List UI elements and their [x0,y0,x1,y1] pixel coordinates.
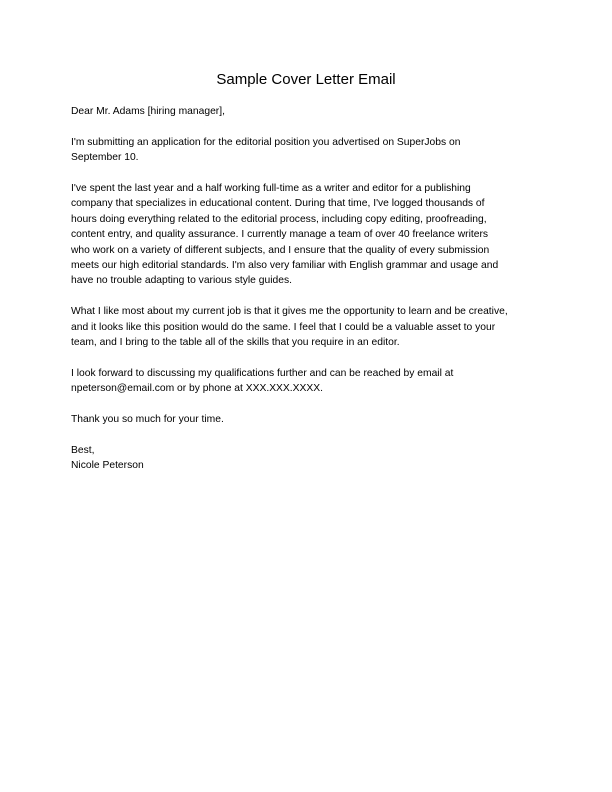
paragraph-1 [71,135,551,166]
paragraph-line: Thank you so much for your time. [71,414,224,426]
paragraph-line: team, and I bring to the table all of the skills that you require in an editor. [71,337,400,349]
salutation-line: Dear Mr. Adams [hiring manager], [71,106,225,117]
paragraph-3 [71,304,551,350]
paragraph-line: I look forward to discussing my qualifications further and can be reached by email at [71,367,454,379]
paragraph-line: hours doing everything related to the editorial process, including copy editing, proofreading, [71,213,487,225]
sign-off [71,443,551,474]
paragraph-line: npeterson@email.com or by phone at XXX.XXX.XXXX. [71,383,323,395]
paragraph-line: have no trouble adapting to various style guides. [71,275,292,287]
signature-name: Nicole Peterson [71,460,144,472]
paragraph-line: I've spent the last year and a half working full-time as a writer and editor for a publishing [71,183,471,194]
salutation [71,104,551,119]
letter-body [71,104,551,489]
paragraph-line: company that specializes in educational content. During that time, I've logged thousands of [71,198,485,210]
closing-line: Best, [71,444,95,456]
paragraph-4 [71,366,551,397]
document-title: Sample Cover Letter Email [216,71,396,88]
paragraph-line: meets our high editorial standards. I'm also very familiar with English grammar and usage and [71,260,499,272]
paragraph-line: who work on a variety of different subjects, and I ensure that the quality of every submission [71,244,490,256]
paragraph-line: I'm submitting an application for the editorial position you advertised on SuperJobs on [71,136,461,148]
paragraph-line: and it looks like this position would do the same. I feel that I could be a valuable asset to your [71,321,496,333]
paragraph-line: September 10. [71,152,139,164]
paragraph-5 [71,412,551,427]
paragraph-2 [71,181,551,289]
paragraph-line: What I like most about my current job is that it gives me the opportunity to learn and be creative, [71,306,508,318]
paragraph-line: content entry, and quality assurance. I currently manage a team of over 40 freelance writers [71,229,489,241]
